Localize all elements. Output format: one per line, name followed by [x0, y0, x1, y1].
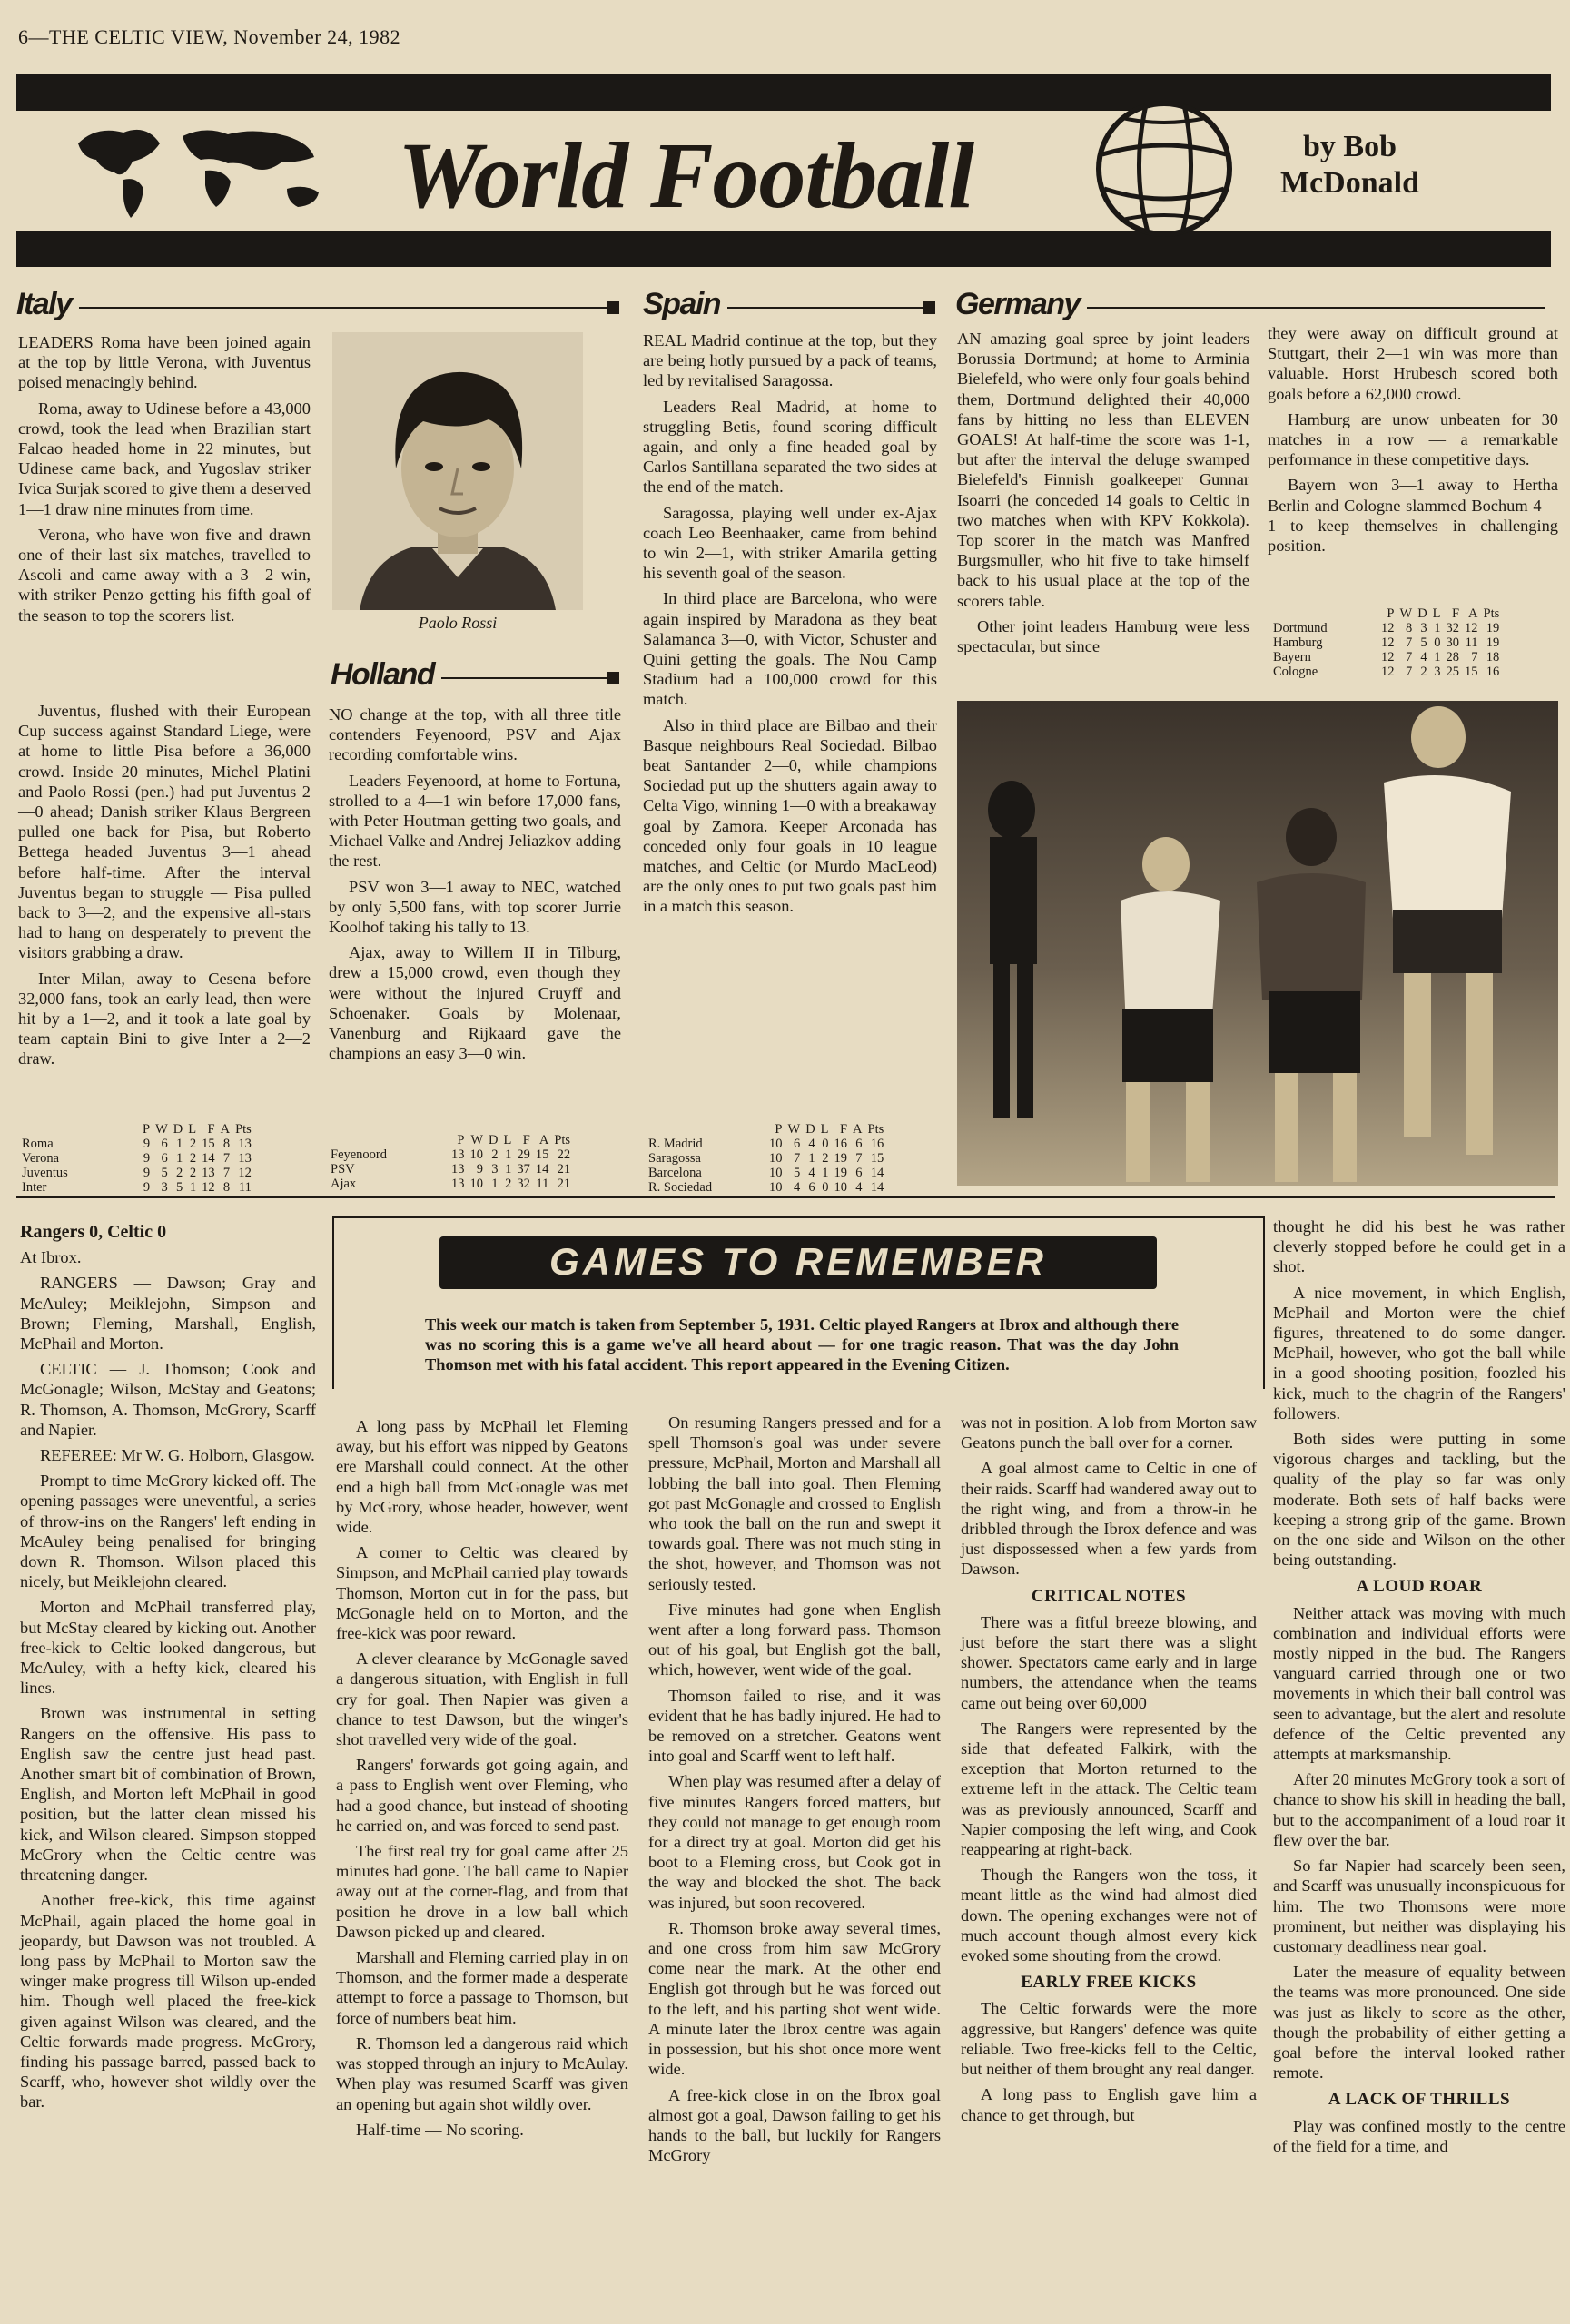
games-paragraph: A clever clearance by McGonagle saved a dangerous situation, with English in full cry for goal. Then Napier was given a chance to test Dawson, but the winger's shot travelled very wide of the goal.: [336, 1649, 628, 1749]
table-header: F: [522, 1133, 530, 1147]
stat-cell: 1: [491, 1177, 499, 1191]
table-header: Pts: [867, 1122, 884, 1137]
games-paragraph: Five minutes had gone when English went after a long forward pass. Thomson out of his goal, but English got the ball, which, however, went wide of the goal.: [648, 1600, 941, 1679]
stat-cell: 9: [143, 1180, 151, 1195]
stat-cell: 1: [1434, 621, 1441, 635]
stat-cell: 10: [769, 1166, 783, 1180]
stat-cell: 0: [822, 1137, 829, 1151]
stat-cell: 15: [870, 1151, 884, 1166]
stat-cell: 8: [1405, 621, 1413, 635]
stat-cell: 37: [517, 1162, 530, 1177]
games-paragraph: There was a fitful breeze blowing, and just before the start there was a slight shower. Spectators came early and in large numbers, the attendance when the teams came out being over 60,000: [961, 1612, 1257, 1712]
spain-paragraph: REAL Madrid continue at the top, but they are being hotly pursued by a pack of teams, led by revitalised Saragossa.: [643, 331, 937, 390]
holland-heading: Holland: [331, 657, 441, 693]
germany-paragraph: AN amazing goal spree by joint leaders Borussia Dortmund; at home to Arminia Bielefeld, who were only four goals behind them, Dortmund delighted their 40,000 fans by hitting no less than ELEVEN GOALS! At half-time the score was 1-1, but after the interval the deluge swamped Bielefeld's Finnish goalkeeper Gunnar Isoarri (he conceded 14 goals to Celtic in two matches when with KPV Kokkola). Top scorer in the match was Manfred Burgsmuller, who hit five to take himself back to his usual place at the top of the scorers table.: [957, 330, 1249, 610]
germany-column-a: [957, 329, 1249, 662]
photo-caption: Paolo Rossi: [418, 614, 498, 632]
table-row: [648, 1180, 886, 1195]
table-row: [1273, 665, 1502, 679]
stat-cell: 21: [557, 1162, 571, 1177]
table-header: W: [1399, 606, 1413, 621]
stat-cell: 12: [1381, 635, 1395, 650]
stat-cell: 7: [222, 1151, 231, 1166]
stat-cell: 1: [1434, 650, 1441, 665]
stat-cell: 1: [176, 1137, 183, 1151]
games-intro-text: This week our match is taken from September 5, 1931. Celtic played Rangers at Ibrox and although there was no scoring this is a game we've all heard about — for one tragic reason. That was the day John Thomson met with his fatal accident. This report appeared in the Evening Citizen.: [425, 1315, 1179, 1374]
table-header: A: [220, 1122, 231, 1137]
stat-cell: 12: [1381, 650, 1395, 665]
stat-cell: 10: [769, 1151, 783, 1166]
team-name-cell: Feyenoord: [331, 1147, 388, 1162]
games-paragraph: Another free-kick, this time against McPhail, again placed the home goal in jeopardy, but Dawson was not troubled. A long pass by McPhail to Morton saw the winger make progress till Wilson up-ended him. Though well placed the free-kick given against Wilson was cleared, and the Celtic forwards made progress. McGrory, finding his passage barred, passed back to Scarff, who, however shot wildly over the bar.: [20, 1891, 316, 2112]
table-header: L: [188, 1122, 197, 1137]
games-paragraph: When play was resumed after a delay of five minutes Rangers forced matters, but they could not manage to get enough room for a direct try at goal. Morton did get his boot to a Fleming cross, but Cook got in the way and blocked the shot. The back was injured, but soon recovered.: [648, 1772, 941, 1912]
stat-cell: 28: [1446, 650, 1460, 665]
stat-cell: 14: [202, 1151, 215, 1166]
stat-cell: 5: [793, 1166, 801, 1180]
stat-cell: 5: [161, 1166, 168, 1180]
games-paragraph: Half-time — No scoring.: [356, 2120, 524, 2139]
games-paragraph: was not in position. A lob from Morton saw Geatons punch the ball over for a corner.: [961, 1413, 1257, 1452]
heading-square: [607, 301, 619, 314]
games-paragraph: CELTIC — J. Thomson; Cook and McGonagle; Wilson, McStay and Geatons; R. Thomson, A. Thomson, McGrory, Scarff and Napier.: [20, 1360, 316, 1439]
stat-cell: 1: [808, 1151, 815, 1166]
section-title: World Football: [398, 123, 974, 228]
stat-cell: 5: [1420, 635, 1427, 650]
football-icon: [1095, 100, 1233, 238]
table-header-row: [331, 1133, 573, 1147]
stat-cell: 7: [222, 1166, 231, 1180]
byline-line-1: by Bob: [1303, 130, 1397, 163]
games-paragraph: Prompt to time McGrory kicked off. The opening passages were uneventful, a series of throw-ins on the Rangers' left ending in McAuley being penalised for bringing down R. Thomson. Wilson placed this nicely, but Meiklejohn cleared.: [20, 1472, 316, 1591]
team-name-cell: R. Sociedad: [648, 1180, 713, 1195]
table-header: W: [155, 1122, 168, 1137]
games-paragraph: A free-kick close in on the Ibrox goal almost got a goal, Dawson failing to get his hands to the ball, but luckily for Rangers McGrory: [648, 2085, 941, 2165]
stat-cell: 21: [557, 1177, 571, 1191]
italy-paragraph: Roma, away to Udinese before a 43,000 crowd, took the lead when Brazilian start Falcao headed home in 22 minutes, but Udinese came back, and Yugoslav striker Ivica Surjak scored to give them a deserved 1—1 draw nine minutes from time.: [18, 399, 311, 518]
table-row: [648, 1166, 886, 1180]
holland-paragraph: NO change at the top, with all three title contenders Feyenoord, PSV and Ajax recording comfortable wins.: [329, 705, 621, 764]
stat-cell: 6: [161, 1151, 168, 1166]
games-paragraph: The Celtic forwards were the more aggressive, but Rangers' defence was quite reliable. Two free-kicks fell to the Celtic, but neither of them brought any real danger.: [961, 1999, 1257, 2079]
stat-cell: 10: [769, 1137, 783, 1151]
games-paragraph: So far Napier had scarcely been seen, and Scarff was unusually inconspicuous for him. The two Thomsons were more prominent, but neither was displaying his customary deadliness near goal.: [1273, 1856, 1565, 1955]
stat-cell: 14: [870, 1166, 884, 1180]
stat-cell: 1: [505, 1147, 512, 1162]
italy-paragraph: LEADERS Roma have been joined again at the top by little Verona, with Juventus poised menacingly behind.: [18, 333, 311, 392]
holland-paragraph: PSV won 3—1 away to NEC, watched by only 5,500 fans, with top scorer Jurrie Koolhof taking his tally to 13.: [329, 877, 621, 937]
lack-of-thrills-subhead: A LACK OF THRILLS: [1328, 2090, 1511, 2110]
stat-cell: 1: [822, 1166, 829, 1180]
stat-cell: 7: [793, 1151, 801, 1166]
games-paragraph: Thomson failed to rise, and it was evident that he has badly injured. He had to be removed on a stretcher. Geatons went into goal and Scarff went to left half.: [648, 1686, 941, 1766]
table-header: W: [787, 1122, 801, 1137]
games-column-5: [1273, 1216, 1565, 2162]
masthead: [16, 74, 1551, 267]
games-paragraph: Neither attack was moving with much combination and individual efforts were mostly nipped in the bud. The Rangers vanguard carried through one or two movements in which their ball control was seen to advantage, but the alert and resolute defence of the Celtic prevented any attempts at marksmanship.: [1273, 1603, 1565, 1764]
table-header: D: [1417, 606, 1427, 621]
stat-cell: 14: [535, 1162, 549, 1177]
stat-cell: 11: [1465, 635, 1478, 650]
stat-cell: 10: [834, 1180, 848, 1195]
stat-cell: 2: [189, 1151, 197, 1166]
stat-cell: 2: [176, 1166, 183, 1180]
italy-column-bottom: [18, 701, 311, 1075]
table-row: [648, 1137, 886, 1151]
games-paragraph: A goal almost came to Celtic in one of their raids. Scarff had wandered away out to the right wing, and from a throw-in he dribbled through the Ibrox defence and was just dispossessed when a few yards from Dawson.: [961, 1459, 1257, 1579]
games-paragraph: Morton and McPhail transferred play, but McStay cleared by kicking out. Another free-kick to Celtic looked dangerous, but McAuley, with a hefty kick, cleared his lines.: [20, 1598, 316, 1698]
germany-league-table: [1273, 606, 1502, 679]
stat-cell: 13: [451, 1162, 465, 1177]
games-paragraph: Later the measure of equality between the teams was more pronounced. One side was just as likely to score as the other, though the probability of either getting a goal before the interval looked rather remote.: [1273, 1963, 1565, 2083]
table-header: D: [173, 1122, 183, 1137]
table-header: P: [457, 1133, 465, 1147]
team-name-cell: Dortmund: [1273, 621, 1328, 635]
stat-cell: 11: [536, 1177, 549, 1191]
team-name-cell: Saragossa: [648, 1151, 701, 1166]
games-paragraph: Both sides were putting in some vigorous charges and tackling, but the quality of the play so far was only moderate. Both sets of half backs were keeping a strong grip of the game. Brown on the one side and Wilson on the other being outstanding.: [1273, 1430, 1565, 1570]
stat-cell: 4: [808, 1137, 815, 1151]
table-header-row: [1273, 606, 1502, 621]
italy-column-top: [18, 332, 311, 631]
critical-notes-subhead: CRITICAL NOTES: [1031, 1586, 1187, 1606]
team-name-cell: Verona: [22, 1151, 60, 1166]
stat-cell: 8: [222, 1180, 231, 1195]
spain-paragraph: Saragossa, playing well under ex-Ajax coach Leo Beenhaaker, came from behind to win 2—1, with striker Amarila getting his seventh goal of the season.: [643, 503, 937, 583]
table-row: [22, 1137, 254, 1151]
stat-cell: 6: [793, 1137, 801, 1151]
team-name-cell: Ajax: [331, 1177, 357, 1191]
early-free-kicks-subhead: EARLY FREE KICKS: [1021, 1973, 1197, 1993]
spain-paragraph: Also in third place are Bilbao and their Basque neighbours Real Sociedad. Bilbao beat Santander 2—0, while champions Sociedad put up the shutters again away to Celta Vigo, winning 1—0 with a breakaway goal by Zamora. Keeper Arconada has conceded only four goals in 10 league matches, and Celtic (or Murdo MacLeod) are the only ones to put two goals past him in a match this season.: [643, 715, 937, 916]
stat-cell: 7: [1405, 665, 1413, 679]
byline-line-2: McDonald: [1280, 166, 1419, 200]
stat-cell: 2: [189, 1137, 197, 1151]
team-name-cell: Barcelona: [648, 1166, 702, 1180]
section-divider: [16, 1196, 1555, 1198]
stat-cell: 2: [1420, 665, 1427, 679]
italy-section-head: [16, 287, 619, 323]
loud-roar-subhead: A LOUD ROAR: [1356, 1577, 1483, 1597]
stat-cell: 2: [189, 1166, 197, 1180]
holland-paragraph: Ajax, away to Willem II in Tilburg, drew a 15,000 crowd, even though they were without the injured Cruyff and Schoenaker. Goals by Molenaar, Vanenburg and Rijkaard gave the champions an easy 3—0 win.: [329, 943, 621, 1063]
team-name-cell: Roma: [22, 1137, 54, 1151]
stat-cell: 7: [1405, 635, 1413, 650]
stat-cell: 2: [822, 1151, 829, 1166]
stat-cell: 7: [855, 1151, 863, 1166]
table-row: [22, 1180, 254, 1195]
stat-cell: 8: [222, 1137, 231, 1151]
table-header: Pts: [554, 1133, 571, 1147]
games-paragraph: Brown was instrumental in setting Rangers on the offensive. His pass to English saw the centre just head past. Another smart bit of combination of Brown, English, and Morton left McPhail in good position, but the latter clean missed his kick, and Wilson cleared. Simpson stopped McGrory when the Celtic centre was threatening danger.: [20, 1704, 316, 1885]
table-header-row: [648, 1122, 886, 1137]
table-header-row: [22, 1122, 254, 1137]
table-header: P: [775, 1122, 783, 1137]
stat-cell: 22: [557, 1147, 571, 1162]
stat-cell: 9: [476, 1162, 483, 1177]
stat-cell: 19: [1486, 621, 1500, 635]
heading-square: [607, 672, 619, 684]
table-header: D: [805, 1122, 815, 1137]
match-score-heading: Rangers 0, Celtic 0: [20, 1222, 167, 1242]
byline: [1280, 129, 1419, 202]
italy-league-table: [22, 1122, 254, 1195]
stat-cell: 16: [1486, 665, 1500, 679]
games-column-2: [336, 1416, 628, 2145]
page-folio: 6—THE CELTIC VIEW, November 24, 1982: [18, 25, 401, 48]
stat-cell: 12: [1465, 621, 1478, 635]
germany-column-b: [1268, 323, 1558, 561]
stat-cell: 4: [1420, 650, 1427, 665]
spain-column: [643, 330, 937, 922]
holland-paragraph: Leaders Feyenoord, at home to Fortuna, strolled to a 4—1 win before 17,000 fans, with Peter Houtman getting two goals, and Michael Valke and Andrej Jeliazkov adding the rest.: [329, 771, 621, 871]
italy-paragraph: Verona, who have won five and drawn one of their last six matches, travelled to Ascoli and came away with a 3—2 win, with striker Penzo getting his fifth goal of the season to top the scorers list.: [18, 525, 311, 625]
stat-cell: 9: [143, 1137, 151, 1151]
stat-cell: 6: [855, 1166, 863, 1180]
table-header: F: [839, 1122, 848, 1137]
stat-cell: 2: [505, 1177, 512, 1191]
table-header: A: [853, 1122, 863, 1137]
stat-cell: 4: [855, 1180, 863, 1195]
stat-cell: 3: [1434, 665, 1441, 679]
stat-cell: 6: [855, 1137, 863, 1151]
stat-cell: 4: [808, 1166, 815, 1180]
table-header: L: [820, 1122, 829, 1137]
games-paragraph: A nice movement, in which English, McPhail and Morton were the chief figures, threatened to do some danger. McPhail, however, who got the ball while in a good shooting position, foozled his kick, much to the chagrin of the Rangers' followers.: [1273, 1283, 1565, 1423]
games-paragraph: Marshall and Fleming carried play in on Thomson, and the former made a desperate attempt to force a passage to Thomson, but force of numbers beat him.: [336, 1948, 628, 2027]
heading-rule: [16, 307, 610, 309]
stat-cell: 6: [808, 1180, 815, 1195]
spain-section-head: [643, 287, 935, 323]
games-paragraph: A long pass by McPhail let Fleming away, but his effort was nipped by Geatons ere Marshall could connect. At the other end a high ball from McGonagle was met by McGrory, whose header, however, went wide.: [336, 1417, 628, 1537]
games-paragraph: A corner to Celtic was cleared by Simpson, and McPhail carried play towards Thomson, Morton cut in for the pass, but McGonagle held on to Morton, and the free-kick was poor reward.: [336, 1543, 628, 1643]
games-paragraph: The first real try for goal came after 25 minutes had gone. The ball came to Napier away out at the corner-flag, and from that position he drove in a low ball which Dawson picked up and cleared.: [336, 1842, 628, 1941]
stat-cell: 12: [238, 1166, 252, 1180]
stat-cell: 3: [491, 1162, 499, 1177]
games-to-remember-title: GAMES TO REMEMBER: [549, 1240, 1047, 1283]
table-row: [22, 1151, 254, 1166]
germany-section-head: [955, 287, 1555, 323]
stat-cell: 1: [189, 1180, 197, 1195]
spain-league-table: [648, 1122, 886, 1195]
games-column-1: [20, 1222, 316, 2118]
stat-cell: 29: [517, 1147, 530, 1162]
stat-cell: 10: [469, 1147, 483, 1162]
stat-cell: 13: [451, 1147, 465, 1162]
stat-cell: 9: [143, 1151, 151, 1166]
spain-heading: Spain: [643, 287, 727, 322]
team-name-cell: Cologne: [1273, 665, 1318, 679]
table-header: L: [1432, 606, 1441, 621]
stat-cell: 0: [822, 1180, 829, 1195]
team-name-cell: Hamburg: [1273, 635, 1323, 650]
stat-cell: 12: [1381, 621, 1395, 635]
table-row: [331, 1177, 573, 1191]
table-row: [1273, 635, 1502, 650]
stat-cell: 3: [1420, 621, 1427, 635]
stat-cell: 13: [238, 1151, 252, 1166]
germany-heading: Germany: [955, 287, 1087, 322]
stat-cell: 7: [1405, 650, 1413, 665]
team-name-cell: Juventus: [22, 1166, 68, 1180]
stat-cell: 19: [1486, 635, 1500, 650]
games-column-4: [961, 1413, 1257, 2131]
table-header: W: [470, 1133, 483, 1147]
stat-cell: 14: [870, 1180, 884, 1195]
table-header: L: [503, 1133, 512, 1147]
stat-cell: 11: [238, 1180, 252, 1195]
table-row: [648, 1151, 886, 1166]
stat-cell: 13: [451, 1177, 465, 1191]
heading-square: [923, 301, 935, 314]
games-paragraph: Rangers' forwards got going again, and a pass to English went over Fleming, who had a good chance, but instead of shooting he carried on, and was forced to send past.: [336, 1756, 628, 1835]
games-paragraph: RANGERS — Dawson; Gray and McAuley; Meiklejohn, Simpson and Brown; Fleming, Marshall, English, McPhail and Morton.: [20, 1274, 316, 1354]
stat-cell: 1: [505, 1162, 512, 1177]
italy-paragraph: Juventus, flushed with their European Cup success against Standard Liege, were at home to little Pisa before a 36,000 crowd. Inside 20 minutes, Michel Platini and Paolo Rossi (pen.) had put Juventus 2—0 ahead; Danish striker Klaus Bergreen pulled one back for Pisa, but Roberto Bettega headed Juventus 3—1 ahead before half-time. After the interval Juventus began to struggle — Pisa pulled back to 3—2, and the expensive all-stars had to hang on desperately to prevent the visitors grabbing a draw.: [18, 702, 311, 962]
germany-paragraph: Hamburg are unow unbeaten for 30 matches in a row — a remarkable performance in these competitive days.: [1268, 409, 1558, 469]
world-map-icon: [60, 116, 341, 225]
games-paragraph: REFEREE: Mr W. G. Holborn, Glasgow.: [40, 1446, 315, 1465]
stat-cell: 16: [834, 1137, 848, 1151]
stat-cell: 6: [161, 1137, 168, 1151]
table-row: [331, 1147, 573, 1162]
stat-cell: 13: [238, 1137, 252, 1151]
games-column-3: [648, 1413, 941, 2171]
germany-paragraph: Bayern won 3—1 away to Hertha Berlin and Cologne slammed Bochum 4—1 to keep themselves in challenging position.: [1268, 476, 1558, 556]
table-header: A: [538, 1133, 549, 1147]
stat-cell: 15: [535, 1147, 549, 1162]
stat-cell: 32: [517, 1177, 530, 1191]
games-paragraph: R. Thomson led a dangerous raid which was stopped through an injury to McAulay. When play was resumed Scarff was given an opening but again shot wildly over.: [336, 2034, 628, 2113]
stat-cell: 10: [469, 1177, 483, 1191]
stat-cell: 32: [1446, 621, 1460, 635]
stat-cell: 25: [1446, 665, 1460, 679]
table-header: F: [207, 1122, 215, 1137]
stat-cell: 2: [491, 1147, 499, 1162]
games-paragraph: Though the Rangers won the toss, it meant little as the wind had almost died down. The opening exchanges were not of much account though almost every kick evoked some shouting from the crowd.: [961, 1866, 1257, 1965]
games-paragraph: R. Thomson broke away several times, and one cross from him saw McGrory come near the mark. At the other end English got through but he was forced out to the left, and his parting shot went wide. A minute later the Ibrox centre was again in possession, but his shot once more went wide.: [648, 1918, 941, 2079]
team-name-cell: Bayern: [1273, 650, 1311, 665]
table-header: A: [1468, 606, 1478, 621]
masthead-bottom-bar: [16, 231, 1551, 267]
table-header: Pts: [235, 1122, 252, 1137]
stat-cell: 10: [769, 1180, 783, 1195]
stat-cell: 12: [1381, 665, 1395, 679]
games-paragraph: The Rangers were represented by the side that defeated Falkirk, with the exception that Morton returned to the extreme left in the attack. The Celtic team was as previously announced, Scarff and Napier composing the left wing, and Cook reappearing at right-back.: [961, 1718, 1257, 1859]
games-paragraph: After 20 minutes McGrory took a sort of chance to show his skill in heading the ball, but to the accompaniment of a loud roar it flew over the bar.: [1273, 1770, 1565, 1849]
team-name-cell: R. Madrid: [648, 1137, 703, 1151]
germany-paragraph: Other joint leaders Hamburg were less spectacular, but since: [957, 616, 1249, 656]
stat-cell: 16: [870, 1137, 884, 1151]
team-name-cell: Inter: [22, 1180, 47, 1195]
table-row: [22, 1166, 254, 1180]
germany-paragraph: they were away on difficult ground at Stuttgart, their 2—1 win was more than valuable. Horst Hrubesch scored both goals before a 62,000 crowd.: [1268, 324, 1558, 403]
stat-cell: 15: [1465, 665, 1478, 679]
table-row: [1273, 650, 1502, 665]
stat-cell: 5: [176, 1180, 183, 1195]
italy-paragraph: Inter Milan, away to Cesena before 32,000 fans, took an early lead, then were hit by a 1—2, and it took a late goal by team captain Bini to give Inter a 2—2 draw.: [18, 969, 311, 1068]
games-to-remember-banner: [439, 1236, 1157, 1289]
holland-column: [329, 704, 621, 1068]
stat-cell: 12: [202, 1180, 215, 1195]
stat-cell: 9: [143, 1166, 151, 1180]
games-paragraph: On resuming Rangers pressed and for a spell Thomson's goal was under severe pressure, McPhail, Morton and Marshall all lobbing the ball into goal. Then Fleming got past McGonagle and crossed to English who took the ball on the run and swept it towards goal. There was not much sting in the shot, however, and Thomson was not seriously tested.: [648, 1413, 941, 1593]
table-row: [331, 1162, 573, 1177]
team-name-cell: PSV: [331, 1162, 355, 1177]
games-paragraph: At Ibrox.: [20, 1248, 82, 1267]
table-header: Pts: [1483, 606, 1500, 621]
table-header: P: [143, 1122, 151, 1137]
stat-cell: 13: [202, 1166, 215, 1180]
stat-cell: 0: [1434, 635, 1441, 650]
masthead-top-bar: [16, 74, 1551, 111]
games-paragraph: thought he did his best he was rather cleverly stopped before he could get in a shot.: [1273, 1217, 1565, 1276]
paolo-rossi-photo: [332, 332, 583, 610]
stat-cell: 15: [202, 1137, 215, 1151]
stat-cell: 19: [834, 1166, 848, 1180]
table-row: [1273, 621, 1502, 635]
italy-heading: Italy: [16, 287, 79, 322]
holland-section-head: [331, 657, 619, 694]
table-header: P: [1387, 606, 1395, 621]
spain-paragraph: Leaders Real Madrid, at home to struggling Betis, found scoring difficult again, and only a fine headed goal by Carlos Santillana separated the two sides at the end of the match.: [643, 397, 937, 497]
games-paragraph: Play was confined mostly to the centre of the field for a time, and: [1273, 2116, 1565, 2155]
holland-league-table: [331, 1133, 573, 1191]
stat-cell: 19: [834, 1151, 848, 1166]
stat-cell: 18: [1486, 650, 1500, 665]
spain-paragraph: In third place are Barcelona, who were again inspired by Maradona as they beat Salamanca 3—0, with Victor, Schuster and Quini getting the goals. The Nou Camp Stadium had a 100,000 crowd for this match.: [643, 589, 937, 709]
stat-cell: 1: [176, 1151, 183, 1166]
stat-cell: 4: [793, 1180, 801, 1195]
stat-cell: 3: [161, 1180, 168, 1195]
games-paragraph: A long pass to English gave him a chance to get through, but: [961, 2085, 1257, 2124]
table-header: D: [489, 1133, 499, 1147]
table-header: F: [1451, 606, 1460, 621]
stat-cell: 7: [1471, 650, 1478, 665]
stat-cell: 30: [1446, 635, 1460, 650]
match-action-photo: [957, 701, 1558, 1186]
